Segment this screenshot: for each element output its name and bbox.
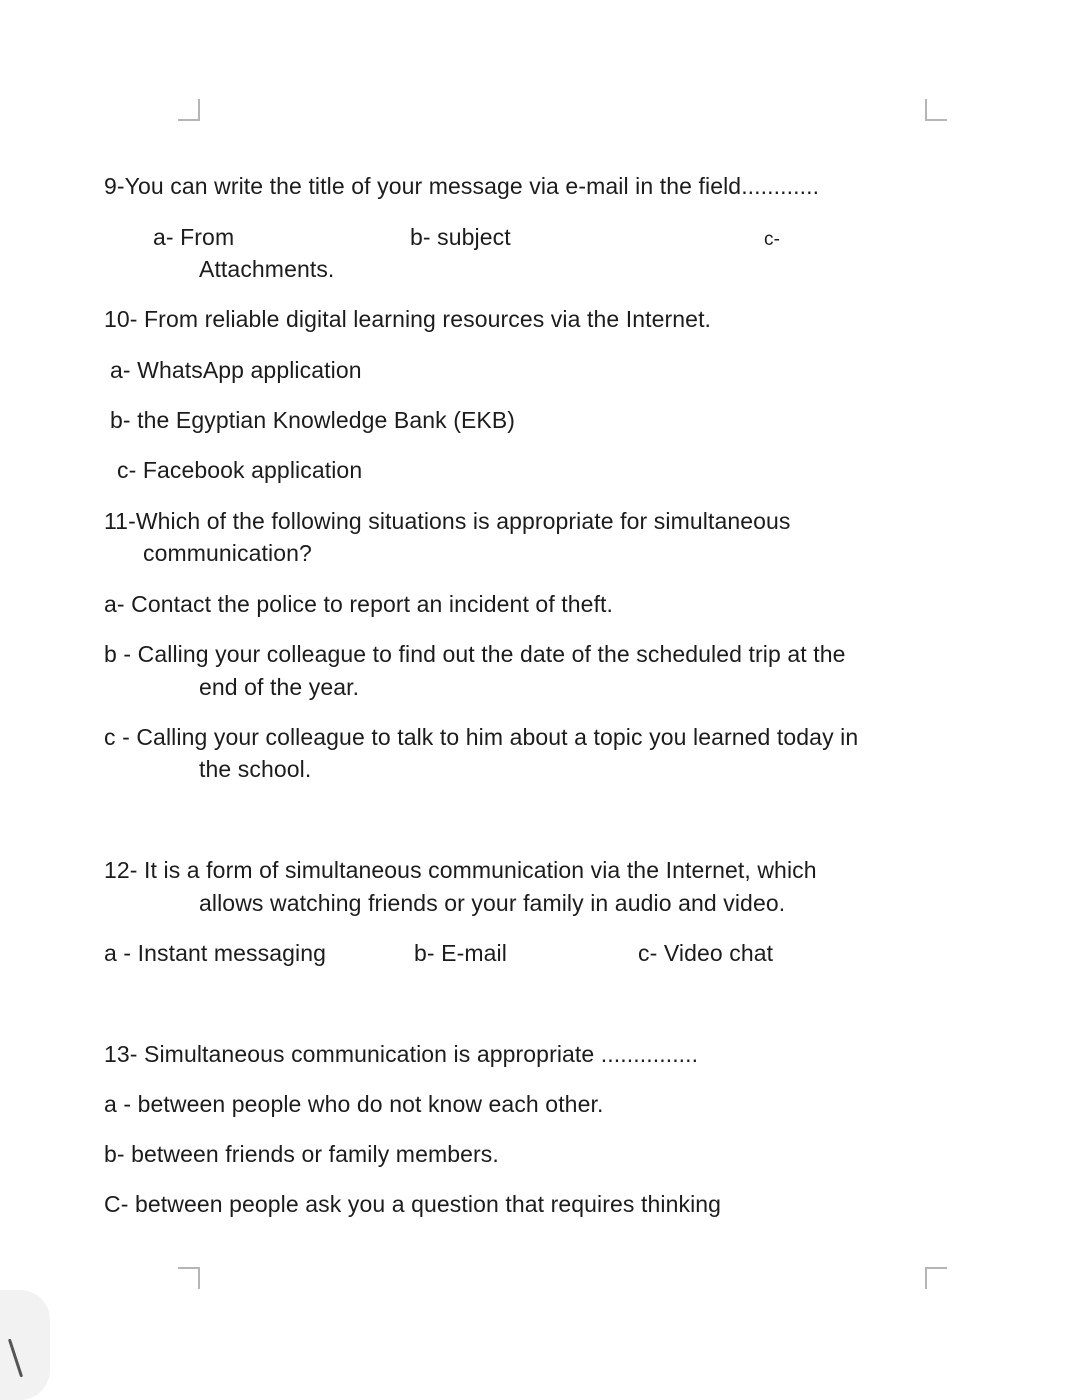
question-12-option-a: a - Instant messaging	[104, 940, 326, 966]
question-13-option-a: a - between people who do not know each other.	[104, 1091, 604, 1117]
question-11-option-b-line-2: end of the year.	[199, 674, 360, 700]
question-9-option-b: b- subject	[410, 224, 511, 250]
question-9-option-c: Attachments.	[199, 256, 335, 282]
question-12-stem-line-1: 12- It is a form of simultaneous communication via the Internet, which	[104, 857, 817, 883]
question-13-stem: 13- Simultaneous communication is appropriate ...............	[104, 1041, 699, 1067]
question-12-option-c: c- Video chat	[638, 940, 774, 966]
page-corner-shadow	[0, 1290, 50, 1400]
corner-crop-mark-top-right	[925, 99, 947, 121]
question-9-option-c-prefix: c-	[764, 229, 781, 250]
question-13-option-c: C- between people ask you a question that requires thinking	[104, 1191, 722, 1217]
question-13-option-b: b- between friends or family members.	[104, 1141, 499, 1167]
question-9-option-a: a- From	[153, 224, 235, 250]
question-12-option-b: b- E-mail	[414, 940, 507, 966]
question-11-option-c-line-1: c - Calling your colleague to talk to him about a topic you learned today in	[104, 724, 859, 750]
question-9-stem: 9-You can write the title of your message via e-mail in the field............	[104, 173, 820, 199]
corner-crop-mark-top-left	[178, 99, 200, 121]
question-11-option-b-line-1: b - Calling your colleague to find out the date of the scheduled trip at the	[104, 641, 846, 667]
corner-crop-mark-bottom-left	[178, 1267, 200, 1289]
question-11-stem-line-1: 11-Which of the following situations is appropriate for simultaneous	[104, 508, 791, 534]
question-10-option-b: b- the Egyptian Knowledge Bank (EKB)	[110, 407, 516, 433]
corner-crop-mark-bottom-right	[925, 1267, 947, 1289]
question-10-option-c: c- Facebook application	[117, 457, 363, 483]
question-12-stem-line-2: allows watching friends or your family in audio and video.	[199, 890, 786, 916]
question-11-option-c-line-2: the school.	[199, 756, 312, 782]
question-10-stem: 10- From reliable digital learning resources via the Internet.	[104, 306, 712, 332]
question-11-option-a: a- Contact the police to report an incident of theft.	[104, 591, 614, 617]
question-11-stem-line-2: communication?	[143, 540, 312, 566]
question-10-option-a: a- WhatsApp application	[110, 357, 362, 383]
